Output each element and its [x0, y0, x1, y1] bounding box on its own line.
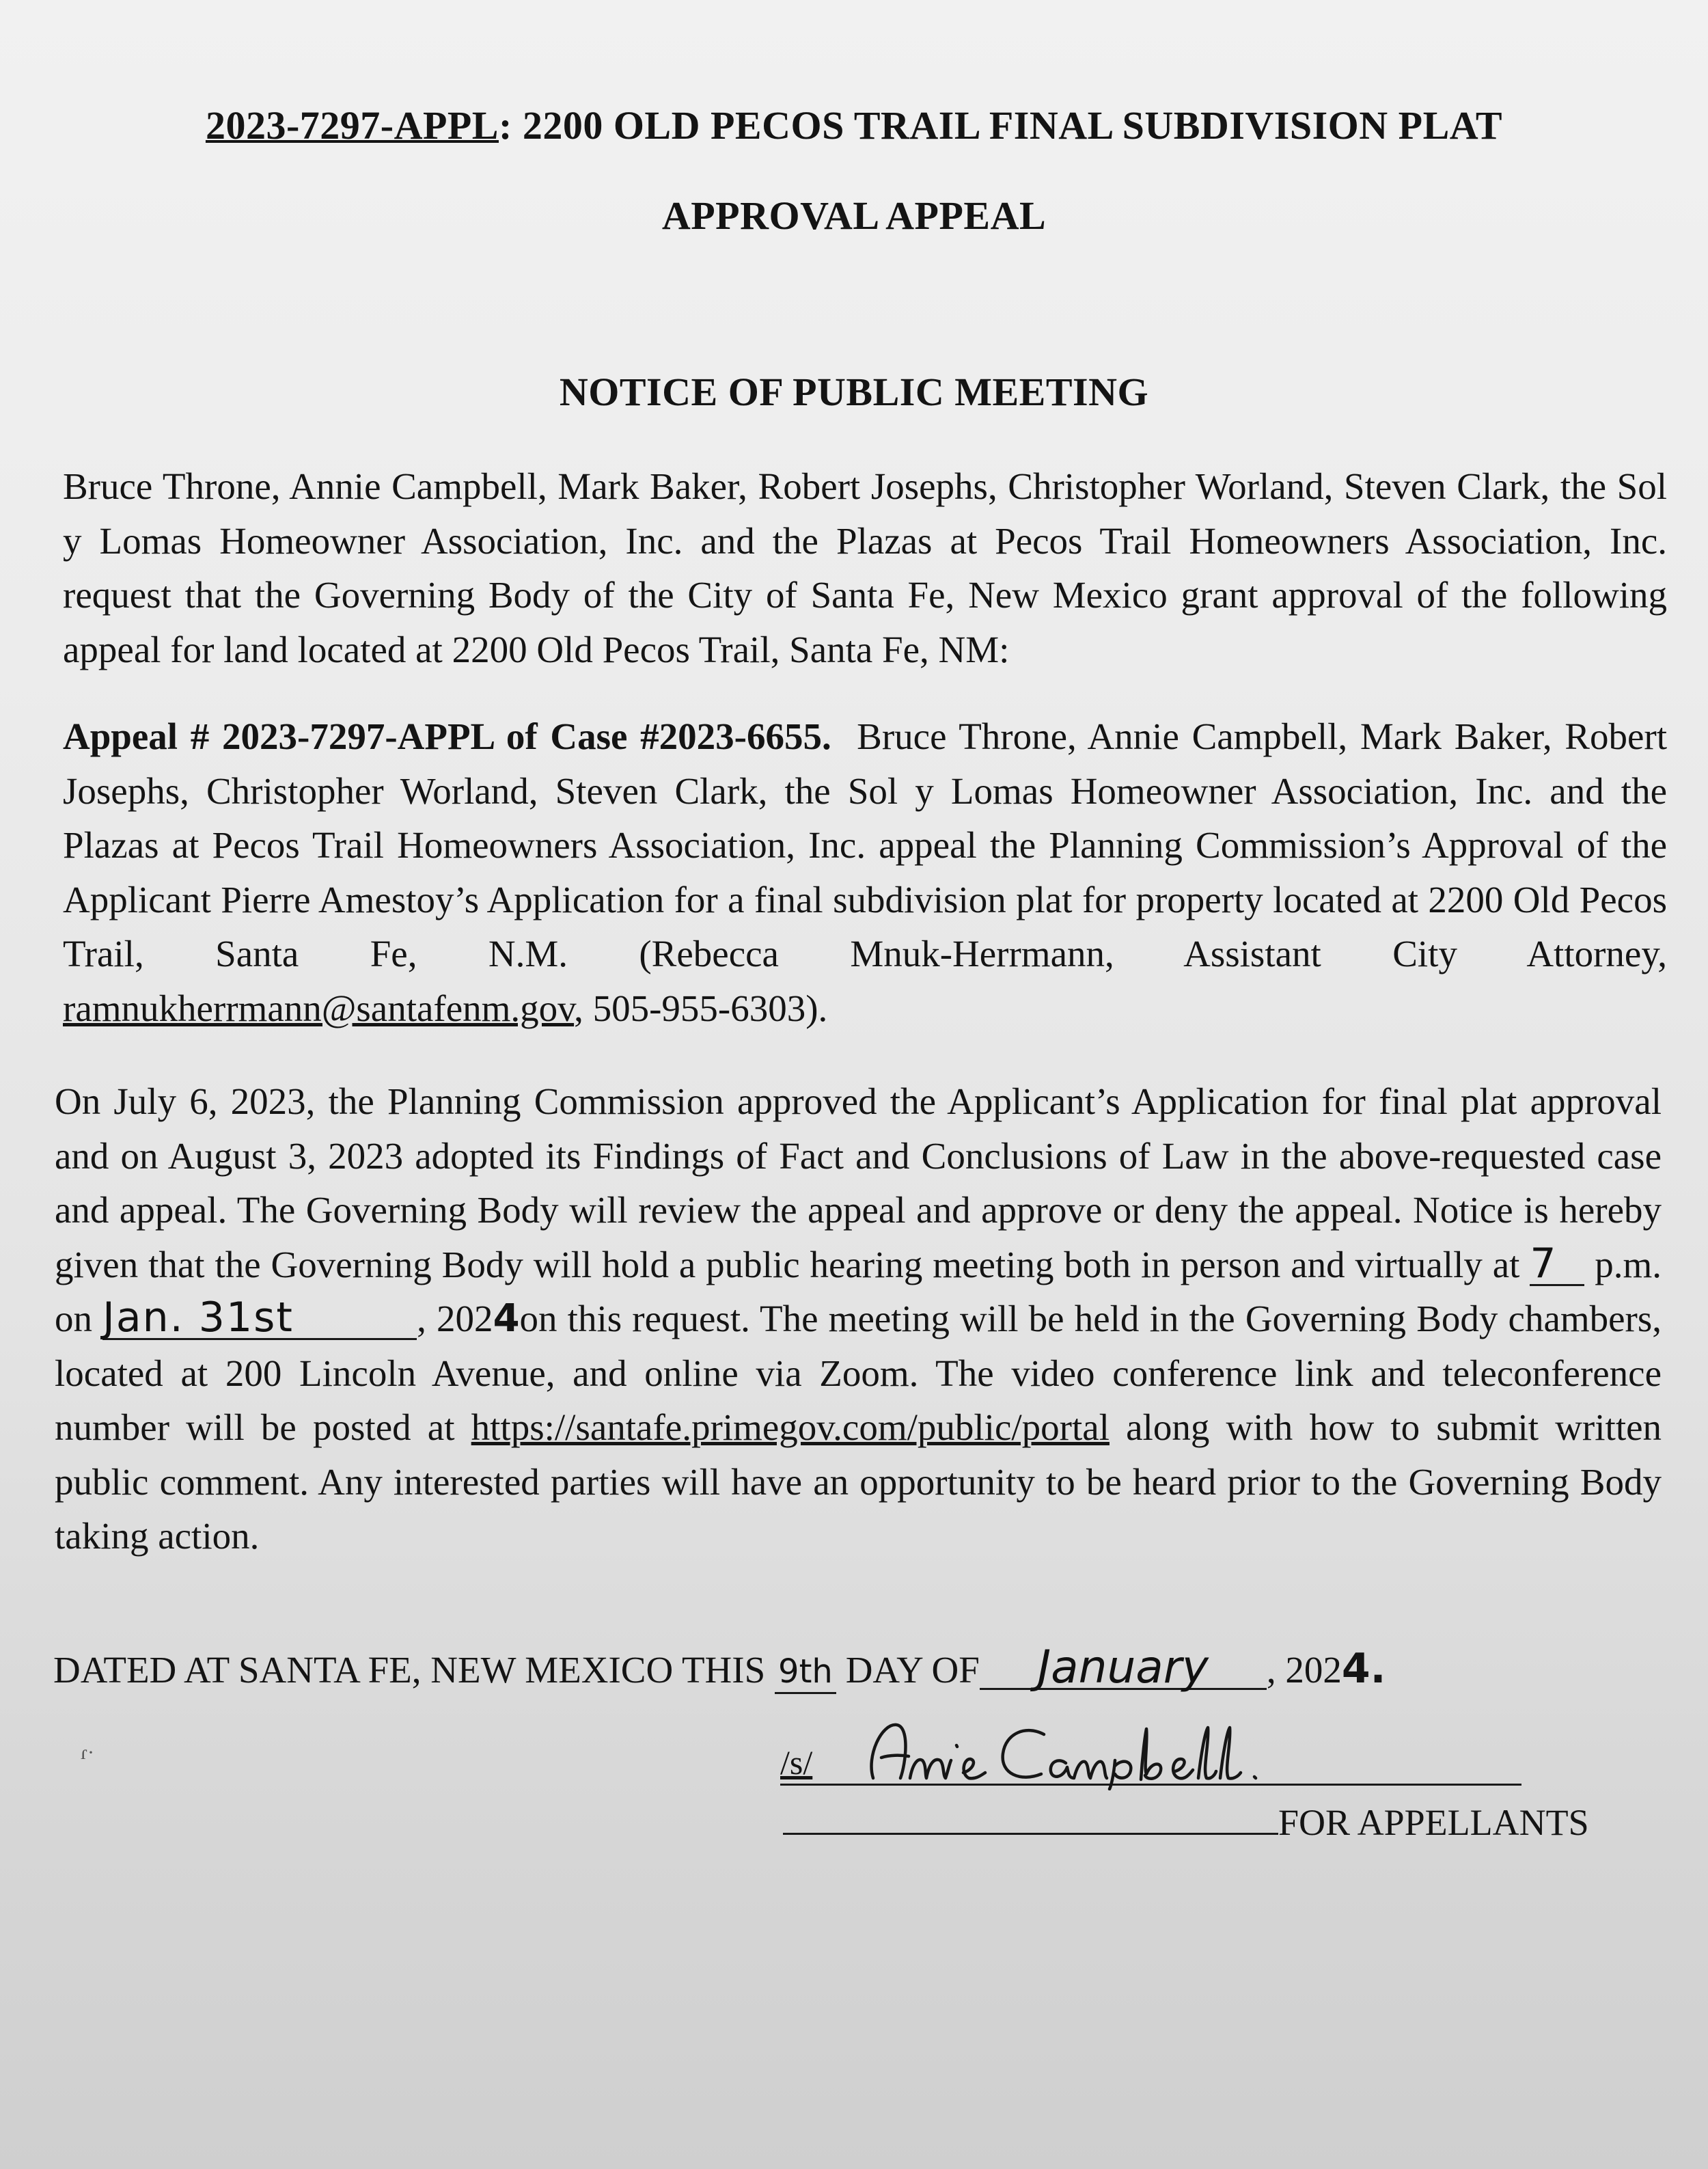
- for-appellants-blank: [783, 1797, 1278, 1835]
- signature-prefix: /s/: [780, 1743, 813, 1782]
- handwritten-date: Jan. 31st: [102, 1297, 417, 1340]
- request-paragraph: Bruce Throne, Annie Campbell, Mark Baker, Robert Josephs, Christopher Worland, Steven Clark, the Sol y Lomas Homeowner Association, Inc. and the Plazas at Pecos Trail Homeowners Association, Inc. request that the Governing Body of the City of Santa Fe, New Mexico grant approval of the following appeal for land located at 2200 Old Pecos Trail, Santa Fe, NM:: [63, 465, 1667, 670]
- handwritten-time: 7: [1530, 1243, 1584, 1286]
- document-title-line2: APPROVAL APPEAL: [661, 193, 1047, 238]
- hearing-text-c: on this request. The meeting will be held in the Governing Body chambers, located at 200 Lincoln Avenue, and online via Zoom. The video conference link and teleconference number will be posted at: [55, 1298, 1662, 1448]
- portal-link[interactable]: https://santafe.primegov.com/public/portal: [471, 1406, 1110, 1448]
- hearing-paragraph: [55, 1074, 1662, 1564]
- for-appellants-label: FOR APPELLANTS: [1278, 1802, 1589, 1843]
- case-id: 2023-7297-APPL: [205, 103, 499, 148]
- dated-year-prefix: , 202: [1266, 1649, 1342, 1691]
- hearing-text-a: On July 6, 2023, the Planning Commission approved the Applicant’s Application for final plat approval and on August 3, 2023 adopted its Findings of Fact and Conclusions of Law in the above-requested case and appeal. The Governing Body will review the appeal and approve or deny the appeal. Notice is hereby given that the Governing Body will hold a public hearing meeting both in person and virtually at: [55, 1080, 1662, 1285]
- handwritten-day: 9th: [775, 1651, 836, 1694]
- paper-speck: ɾ·: [81, 1741, 94, 1764]
- dated-prefix: DATED AT SANTA FE, NEW MEXICO THIS: [53, 1649, 766, 1691]
- appeal-tail: , 505-955-6303).: [574, 987, 828, 1029]
- signature-line: [780, 1736, 1521, 1786]
- dated-line: [53, 1641, 1666, 1697]
- appeal-body: Bruce Throne, Annie Campbell, Mark Baker, Robert Josephs, Christopher Worland, Steven Clark, the Sol y Lomas Homeowner Association, Inc. and the Plazas at Pecos Trail Homeowners Association, Inc. appeal the Planning Commission’s Approval of the Applicant Pierre Amestoy’s Application for a final subdivision plat for property located at 2200 Old Pecos Trail, Santa Fe, N.M. (Rebecca Mnuk-Herrmann, Assistant City Attorney,: [63, 715, 1668, 974]
- handwritten-month: January: [980, 1647, 1267, 1690]
- hearing-year-prefix: , 202: [417, 1298, 493, 1339]
- signature-annie-campbell: [861, 1715, 1380, 1790]
- title-line1-rest: : 2200 OLD PECOS TRAIL FINAL SUBDIVISION PLAT: [499, 103, 1503, 148]
- document-title-line1: [0, 103, 1708, 148]
- for-appellants-line: [783, 1797, 1630, 1844]
- attorney-email-link[interactable]: ramnukherrmann@santafenm.gov: [63, 987, 575, 1029]
- hearing-text-b: p.m. on: [55, 1243, 1662, 1339]
- appeal-lead: Appeal # 2023-7297-APPL of Case #2023-6655.: [63, 715, 831, 757]
- handwritten-year-digit: 4: [493, 1296, 520, 1341]
- dated-middle: DAY OF: [845, 1649, 980, 1691]
- handwritten-year-digit-dated: 4.: [1341, 1645, 1386, 1693]
- notice-title: NOTICE OF PUBLIC MEETING: [559, 370, 1149, 414]
- hearing-text-d: along with how to submit written public comment. Any interested parties will have an opportunity to be heard prior to the Governing Body taking action.: [55, 1406, 1662, 1557]
- signature-drawing: [861, 1715, 1380, 1790]
- appeal-paragraph: [63, 709, 1667, 1035]
